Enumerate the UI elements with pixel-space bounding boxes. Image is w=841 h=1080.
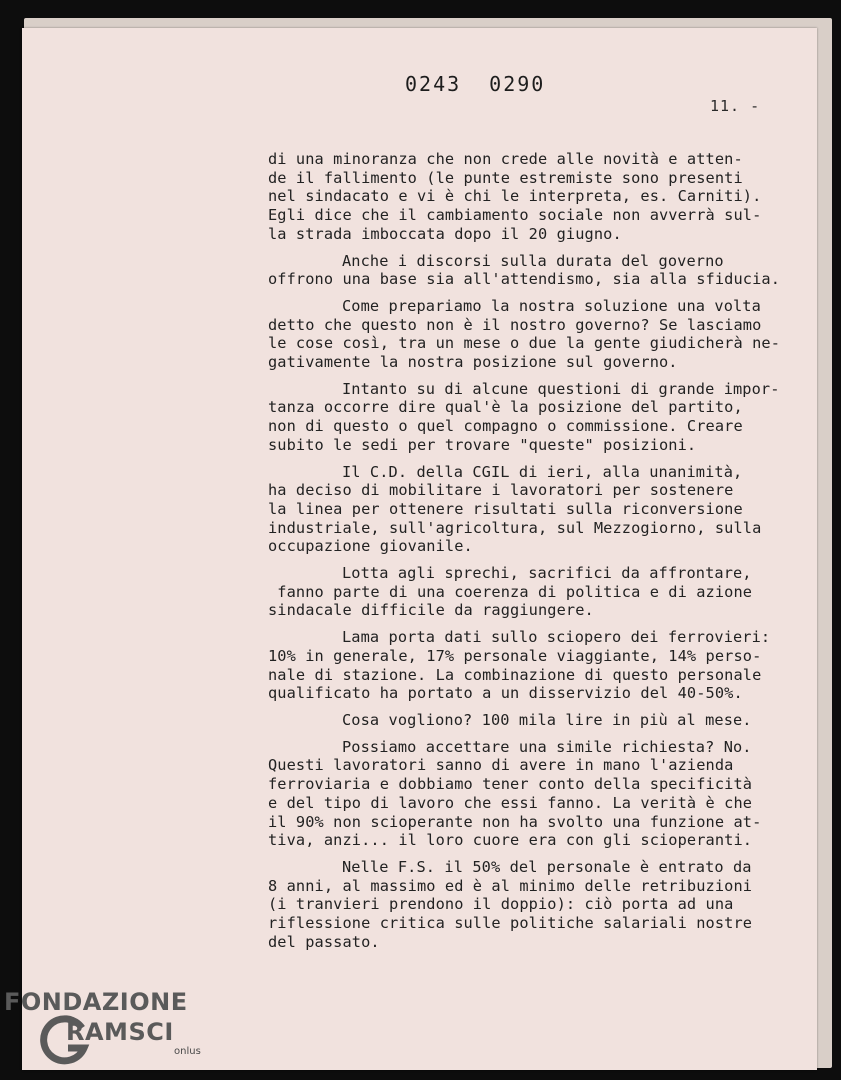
text-line: ferroviaria e dobbiamo tener conto della specificità <box>268 775 753 794</box>
text-line: de il fallimento (le punte estremiste sono presenti <box>268 168 743 187</box>
text-line: Cosa vogliono? 100 mila lire in più al mese. <box>342 710 752 729</box>
text-line: sindacale difficile da raggiungere. <box>268 601 594 620</box>
text-line: Nelle F.S. il 50% del personale è entrato da <box>342 857 752 876</box>
paragraph <box>268 564 808 620</box>
paragraph <box>268 711 808 730</box>
paragraph <box>268 858 808 952</box>
text-line: subito le sedi per trovare "queste" posizioni. <box>268 435 697 454</box>
text-line: industriale, sull'agricoltura, sul Mezzogiorno, sulla <box>268 518 762 537</box>
watermark-suffix: onlus <box>174 1046 201 1057</box>
text-line: detto che questo non è il nostro governo? Se lasciamo <box>268 315 762 334</box>
text-line: offrono una base sia all'attendismo, sia alla sfiducia. <box>268 270 781 289</box>
paragraph <box>268 628 808 703</box>
text-line: la linea per ottenere risultati sulla riconversione <box>268 499 743 518</box>
paragraph <box>268 150 808 244</box>
text-line: nel sindacato e vi è chi le interpreta, es. Carniti). <box>268 187 762 206</box>
text-line: 10% in generale, 17% personale viaggiante, 14% perso- <box>268 646 762 665</box>
fondazione-gramsci-watermark <box>4 988 214 1068</box>
text-line: Lotta agli sprechi, sacrifici da affrontare, <box>342 564 752 583</box>
text-line: riflessione critica sulle politiche salariali nostre <box>268 914 753 933</box>
paragraph <box>268 297 808 372</box>
text-line: Lama porta dati sullo sciopero dei ferrovieri: <box>342 628 771 647</box>
text-line: Anche i discorsi sulla durata del governo <box>342 251 724 270</box>
body-text <box>268 150 808 959</box>
text-line: qualificato ha portato a un disservizio del 40-50%. <box>268 684 743 703</box>
text-line: non di questo o quel compagno o commissione. Creare <box>268 417 743 436</box>
doc-number-left: 0243 <box>405 72 462 96</box>
text-line: nale di stazione. La combinazione di questo personale <box>268 665 762 684</box>
paragraph <box>268 738 808 850</box>
watermark-line1: FONDAZIONE <box>4 988 188 1016</box>
text-line: fanno parte di una coerenza di politica e di azione <box>268 582 753 601</box>
text-line: Il C.D. della CGIL di ieri, alla unanimità, <box>342 462 743 481</box>
text-line: di una minoranza che non crede alle novità e atten- <box>268 150 743 168</box>
text-line: del passato. <box>268 932 380 951</box>
watermark-line2: RAMSCI <box>66 1018 174 1046</box>
text-line: gativamente la nostra posizione sul governo. <box>268 353 678 372</box>
text-line: Intanto su di alcune questioni di grande impor- <box>342 379 780 398</box>
paragraph <box>268 380 808 455</box>
text-line: Questi lavoratori sanno di avere in mano l'azienda <box>268 756 734 775</box>
text-line: tiva, anzi... il loro cuore era con gli scioperanti. <box>268 831 753 850</box>
page-number: 11. - <box>710 97 761 115</box>
doc-number-right: 0290 <box>489 72 546 96</box>
text-line: Come prepariamo la nostra soluzione una volta <box>342 296 761 315</box>
paragraph <box>268 252 808 289</box>
text-line: Possiamo accettare una simile richiesta? No. <box>342 737 752 756</box>
text-line: il 90% non scioperante non ha svolto una funzione at- <box>268 812 762 831</box>
text-line: la strada imboccata dopo il 20 giugno. <box>268 224 622 243</box>
text-line: Egli dice che il cambiamento sociale non avverrà sul- <box>268 206 762 225</box>
paragraph <box>268 463 808 557</box>
text-line: le cose così, tra un mese o due la gente giudicherà ne- <box>268 334 781 353</box>
text-line: 8 anni, al massimo ed è al minimo delle retribuzioni <box>268 876 753 895</box>
text-line: occupazione giovanile. <box>268 537 473 556</box>
text-line: (i tranvieri prendono il doppio): ciò porta ad una <box>268 895 734 914</box>
document-number <box>405 72 573 96</box>
text-line: tanza occorre dire qual'è la posizione del partito, <box>268 398 743 417</box>
text-line: ha deciso di mobilitare i lavoratori per sostenere <box>268 481 734 500</box>
text-line: e del tipo di lavoro che essi fanno. La verità è che <box>268 793 753 812</box>
document-page <box>22 28 817 1070</box>
